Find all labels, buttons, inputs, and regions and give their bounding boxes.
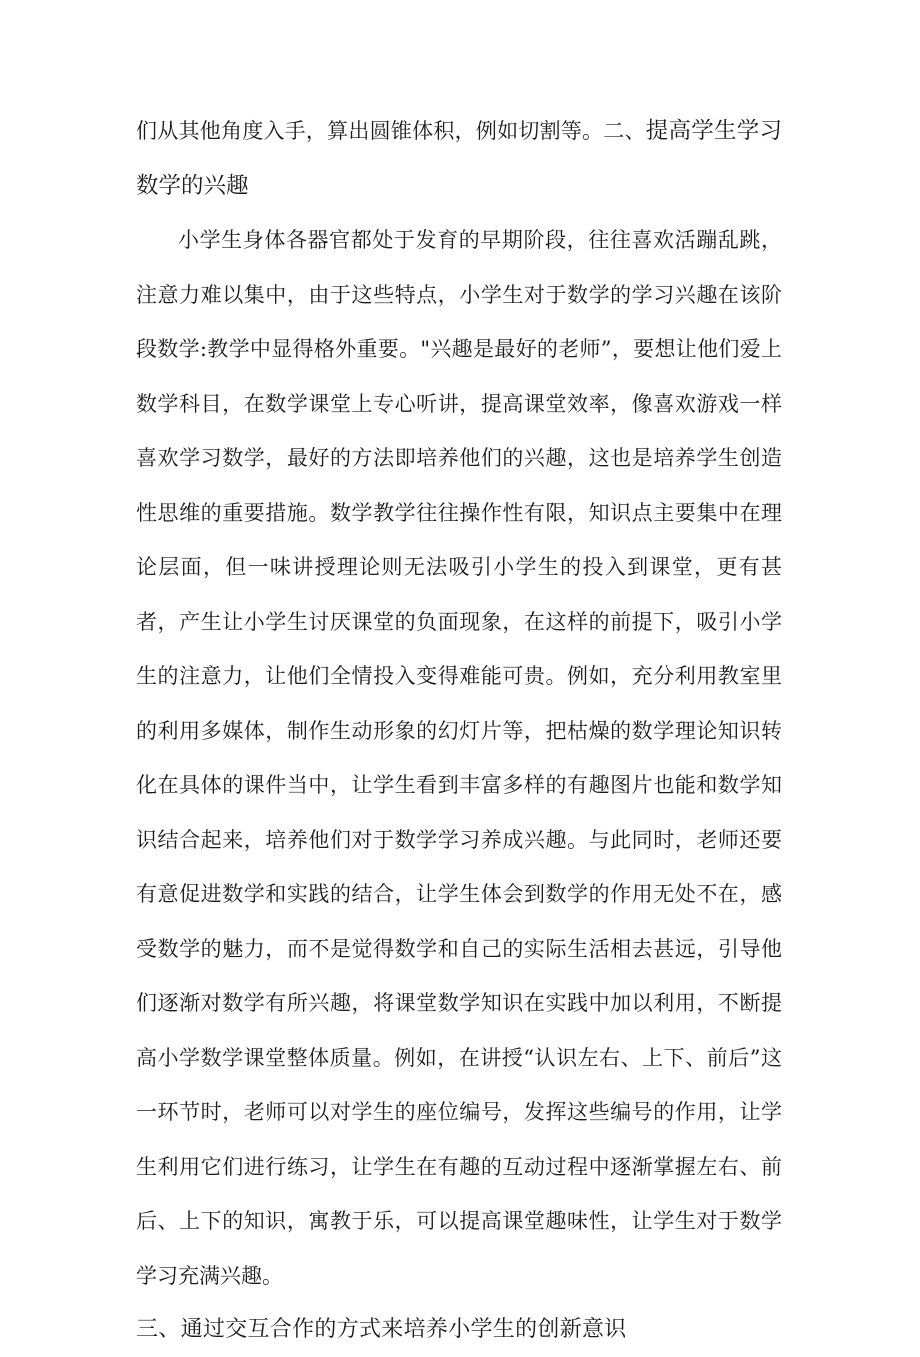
intro-text: 们从其他角度入手，算出圆锥体积，例如切割等。二、 xyxy=(136,119,646,143)
document-body xyxy=(136,104,782,1357)
body-paragraph: 小学生身体各器官都处于发育的早期阶段，往往喜欢活蹦乱跳，注意力难以集中，由于这些特点，小学生对于数学的学习兴趣在该阶段数学:教学中显得格外重要。"兴趣是最好的老师”，要想让他们爱上数学科目，在数学课堂上专心听讲，提高课堂效率，像喜欢游戏一样喜欢学习数学，最好的方法即培养他们的兴趣，这也是培养学生创造性思维的重要措施。数学教学往往操作性有限，知识点主要集中在理论层面，但一味讲授理论则无法吸引小学生的投入到课堂，更有甚者，产生让小学生讨厌课堂的负面现象，在这样的前提下，吸引小学生的注意力，让他们全情投入变得难能可贵。例如，充分利用教室里的利用多媒体，制作生动形象的幻灯片等，把枯燥的数学理论知识转化在具体的课件当中，让学生看到丰富多样的有趣图片也能和数学知识结合起来，培养他们对于数学学习养成兴趣。与此同时，老师还要有意促进数学和实践的结合，让学生体会到数学的作用无处不在，感受数学的魅力，而不是觉得数学和自己的实际生活相去甚远，引导他们逐渐对数学有所兴趣，将课堂数学知识在实践中加以利用，不断提高小学数学课堂整体质量。例如，在讲授“认识左右、上下、前后”这一环节时，老师可以对学生的座位编号，发挥这些编号的作用，让学生利用它们进行练习，让学生在有趣的互动过程中逐渐掌握左右、前后、上下的知识，寓教于乐，可以提高课堂趣味性，让学生对于数学学习充满兴趣。 xyxy=(136,228,782,1288)
intro-paragraph xyxy=(136,104,782,213)
section-three-heading: 三、通过交互合作的方式来培养小学生的创新意识 xyxy=(136,1317,627,1342)
section-two-heading: 提高学生学习数学的兴趣 xyxy=(136,118,782,199)
